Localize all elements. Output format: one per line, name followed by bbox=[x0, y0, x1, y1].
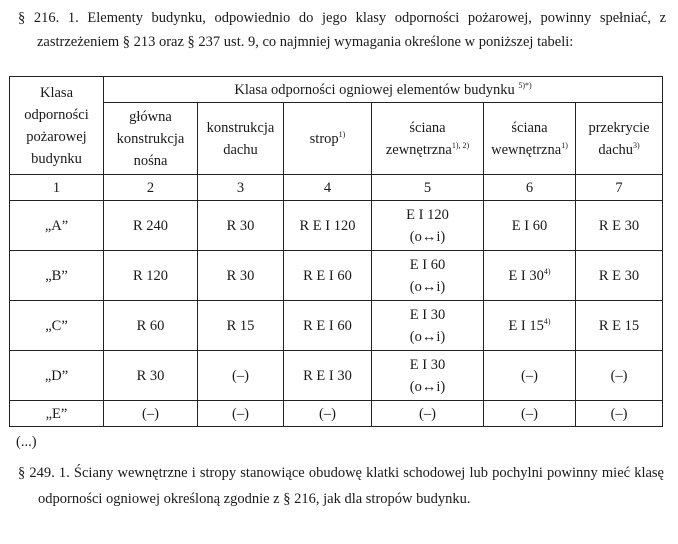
value-cell: R 30 bbox=[198, 201, 284, 251]
group-header-text: Klasa odporności ogniowej elementów budynku bbox=[234, 81, 515, 98]
value-cell bbox=[372, 301, 484, 351]
subheader-main-structure bbox=[104, 103, 198, 175]
value-text: (–) bbox=[419, 405, 436, 422]
header-line: przekrycie bbox=[588, 119, 650, 136]
value-cell: R 240 bbox=[104, 201, 198, 251]
subheader-roof-covering bbox=[576, 103, 663, 175]
table-row bbox=[10, 201, 663, 251]
header-line: Klasa bbox=[39, 84, 73, 101]
value-text: E I 60 bbox=[511, 217, 548, 234]
header-group bbox=[104, 77, 663, 103]
header-line: pożarowej bbox=[26, 128, 87, 145]
value-cell bbox=[484, 301, 576, 351]
value-cell: R E I 30 bbox=[284, 351, 372, 401]
column-number: 5 bbox=[372, 175, 484, 201]
fire-resistance-table bbox=[9, 76, 663, 427]
intro-item: 1. bbox=[67, 10, 79, 26]
para-line-2: odporności ogniowej określoną zgodnie z § 216, jak dla stropów budynku. bbox=[38, 491, 471, 507]
value-cell bbox=[484, 351, 576, 401]
value-text: (–) bbox=[521, 367, 538, 384]
value-cell: R E 30 bbox=[576, 201, 663, 251]
value-cell bbox=[372, 251, 484, 301]
table-row bbox=[10, 301, 663, 351]
column-number: 1 bbox=[10, 175, 104, 201]
header-line: dachu bbox=[598, 141, 634, 158]
column-number: 6 bbox=[484, 175, 576, 201]
table-row bbox=[10, 351, 663, 401]
value-cell: (–) bbox=[284, 401, 372, 427]
header-line: ściana bbox=[409, 119, 446, 136]
value-line: E I 60 bbox=[409, 256, 446, 273]
value-cell bbox=[484, 251, 576, 301]
intro-text-1: Elementy budynku, odpowiednio do jego klasy odporności pożarowej, powinny spełniać, z bbox=[87, 10, 667, 26]
value-sup: 4) bbox=[543, 266, 551, 276]
table-row bbox=[10, 251, 663, 301]
class-cell: „D” bbox=[10, 351, 104, 401]
value-cell: R 120 bbox=[104, 251, 198, 301]
value-line: E I 120 bbox=[406, 206, 449, 223]
header-line: zewnętrzna bbox=[385, 141, 452, 158]
intro-line-2: zastrzeżeniem § 213 oraz § 237 ust. 9, co najmniej wymagania określone w poniższej tabeli: bbox=[37, 34, 574, 50]
header-line: konstrukcja bbox=[116, 130, 185, 147]
subheader-internal-wall bbox=[484, 103, 576, 175]
section-249-paragraph bbox=[18, 460, 664, 512]
header-building-class bbox=[10, 77, 104, 175]
value-cell: R E 15 bbox=[576, 301, 663, 351]
value-cell: R E I 120 bbox=[284, 201, 372, 251]
intro-section: § 216. bbox=[18, 10, 60, 26]
header-sup: 1), 2) bbox=[451, 140, 470, 150]
intro-paragraph bbox=[18, 6, 666, 54]
para-line-1 bbox=[18, 460, 664, 486]
ellipsis: (...) bbox=[16, 434, 37, 450]
value-sup: 4) bbox=[543, 316, 551, 326]
value-cell bbox=[372, 351, 484, 401]
value-line: E I 30 bbox=[409, 356, 446, 373]
header-sup: 1) bbox=[561, 140, 568, 150]
value-line: (o↔i) bbox=[409, 278, 446, 295]
subheader-ceiling bbox=[284, 103, 372, 175]
value-cell: R E I 60 bbox=[284, 251, 372, 301]
column-number: 3 bbox=[198, 175, 284, 201]
value-cell: (–) bbox=[198, 351, 284, 401]
subheader-roof-structure bbox=[198, 103, 284, 175]
subheader-external-wall bbox=[372, 103, 484, 175]
header-sup: 3) bbox=[633, 140, 640, 150]
header-line: konstrukcja bbox=[206, 119, 275, 136]
header-line: ściana bbox=[511, 119, 548, 136]
value-cell bbox=[372, 201, 484, 251]
header-line: nośna bbox=[133, 152, 168, 169]
value-cell: R 30 bbox=[104, 351, 198, 401]
value-cell: R 15 bbox=[198, 301, 284, 351]
column-number: 7 bbox=[576, 175, 663, 201]
value-text: E I 30 bbox=[508, 267, 544, 284]
class-cell: „E” bbox=[10, 401, 104, 427]
class-cell: „B” bbox=[10, 251, 104, 301]
group-header-sup: 5)*) bbox=[518, 80, 532, 90]
table-row bbox=[10, 401, 663, 427]
para-section: § 249. 1. bbox=[18, 465, 70, 481]
value-cell: R 30 bbox=[198, 251, 284, 301]
para-text-1: Ściany wewnętrzne i stropy stanowiące obudowę klatki schodowej lub pochylni powinny mieć klasę bbox=[73, 465, 664, 481]
value-cell: R 60 bbox=[104, 301, 198, 351]
column-number: 4 bbox=[284, 175, 372, 201]
header-sup: 1) bbox=[338, 129, 346, 139]
header-line: strop bbox=[309, 130, 339, 147]
value-text: (–) bbox=[521, 405, 538, 422]
value-line: E I 30 bbox=[409, 306, 446, 323]
value-line: (o↔i) bbox=[409, 378, 446, 395]
value-text: E I 15 bbox=[508, 317, 544, 334]
column-number: 2 bbox=[104, 175, 198, 201]
column-numbers-row bbox=[10, 175, 663, 201]
class-cell: „C” bbox=[10, 301, 104, 351]
value-cell: (–) bbox=[198, 401, 284, 427]
header-line: budynku bbox=[31, 150, 82, 167]
value-cell: R E 30 bbox=[576, 251, 663, 301]
value-cell bbox=[484, 201, 576, 251]
value-cell: (–) bbox=[104, 401, 198, 427]
value-cell: R E I 60 bbox=[284, 301, 372, 351]
header-line: wewnętrzna bbox=[491, 141, 562, 158]
value-cell bbox=[484, 401, 576, 427]
header-line: główna bbox=[129, 108, 172, 125]
header-line: dachu bbox=[223, 141, 258, 158]
value-line: (o↔i) bbox=[409, 328, 446, 345]
header-line: odporności bbox=[24, 106, 89, 123]
value-line: (o↔i) bbox=[409, 228, 446, 245]
value-cell: (–) bbox=[576, 401, 663, 427]
value-cell: (–) bbox=[576, 351, 663, 401]
value-cell bbox=[372, 401, 484, 427]
intro-line-1 bbox=[18, 6, 666, 30]
class-cell: „A” bbox=[10, 201, 104, 251]
